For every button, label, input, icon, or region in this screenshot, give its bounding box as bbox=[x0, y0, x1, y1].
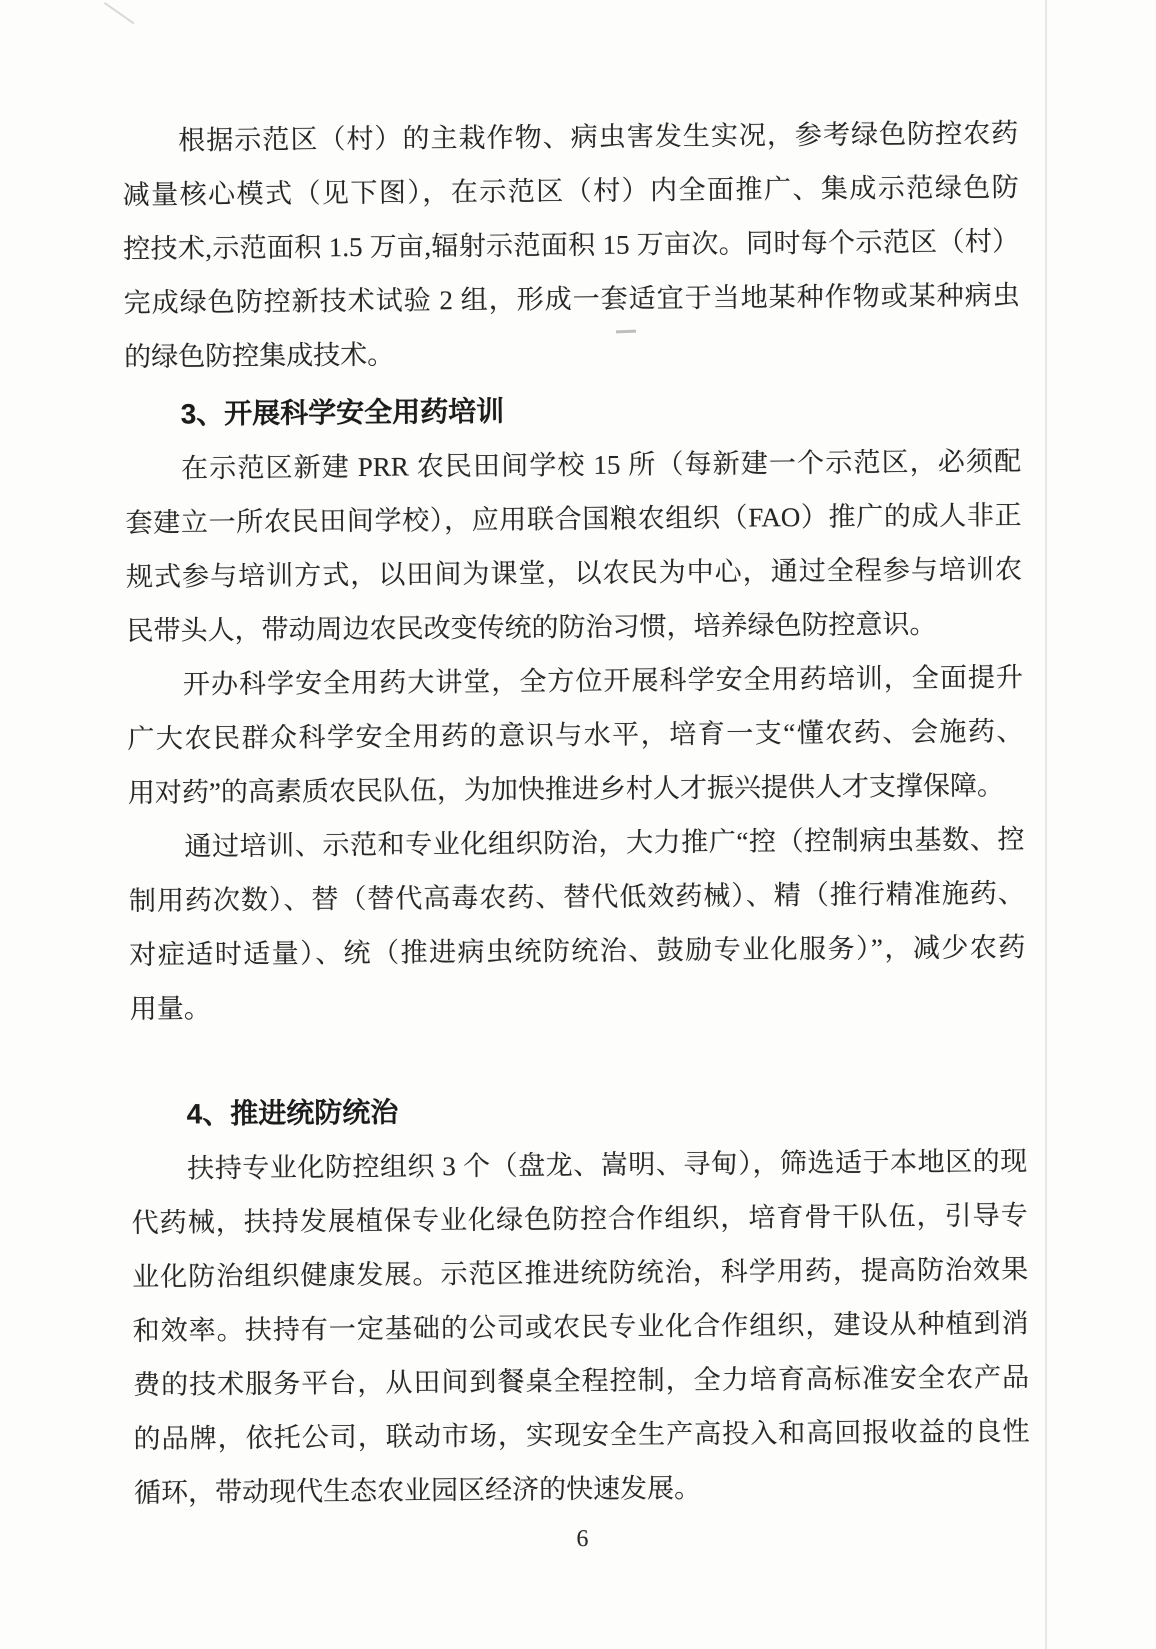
text-line: 用对药”的高素质农民队伍，为加快推进乡村人才振兴提供人才支撑保障。 bbox=[127, 770, 1005, 808]
text-line: 根据示范区（村）的主栽作物、病虫害发生实况，参考绿色防控农药 bbox=[178, 118, 1019, 156]
text-line: 制用药次数）、替（替代高毒农药、替代低效药械）、精（推行精准施药、 bbox=[128, 878, 1025, 916]
text-line: 完成绿色防控新技术试验 2 组，形成一套适宜于当地某种作物或某种病虫 bbox=[123, 280, 1020, 318]
text-line: 和效率。扶持有一定基础的公司或农民专业化合作组织，建设从种植到消 bbox=[132, 1308, 1029, 1346]
page-number: 6 bbox=[576, 1525, 589, 1553]
text-line: 控技术,示范面积 1.5 万亩,辐射示范面积 15 万亩次。同时每个示范区（村） bbox=[123, 226, 1020, 264]
scan-corner-artifact bbox=[104, 2, 135, 24]
text-line: 扶持专业化防控组织 3 个（盘龙、嵩明、寻甸），筛选适于本地区的现 bbox=[187, 1146, 1028, 1184]
paragraph bbox=[131, 1134, 1030, 1520]
text-line: 规式参与培训方式，以田间为课堂，以农民为中心，通过全程参与培训农 bbox=[125, 554, 1023, 592]
paragraph bbox=[127, 650, 1024, 820]
text-line: 用量。 bbox=[129, 993, 211, 1024]
paragraph bbox=[122, 106, 1020, 384]
text-line: 在示范区新建 PRR 农民田间学校 15 所（每新建一个示范区，必须配 bbox=[180, 446, 1022, 484]
section-heading: 3、开展科学安全用药培训 bbox=[180, 395, 505, 430]
text-line: 循环，带动现代生态农业园区经济的快速发展。 bbox=[133, 1473, 702, 1508]
text-line: 代药械，扶持发展植保专业化绿色防控合作组织，培育骨干队伍，引导专 bbox=[131, 1200, 1028, 1238]
text-line: 通过培训、示范和专业化组织防治，大力推广“控（控制病虫基数、控 bbox=[184, 824, 1025, 862]
blocks-container bbox=[122, 106, 1030, 1520]
text-line: 的绿色防控集成技术。 bbox=[123, 339, 395, 372]
text-line: 的品牌，依托公司，联动市场，实现安全生产高投入和高回报收益的良性 bbox=[133, 1416, 1030, 1454]
scanner-streak-line bbox=[1045, 0, 1047, 1649]
text-line: 减量核心模式（见下图），在示范区（村）内全面推广、集成示范绿色防 bbox=[122, 172, 1019, 210]
text-line: 民带头人，带动周边农民改变传统的防治习惯，培养绿色防控意识。 bbox=[126, 608, 937, 646]
text-line: 业化防治组织健康发展。示范区推进统防统治，科学用药，提高防治效果 bbox=[132, 1254, 1029, 1292]
text-line: 对症适时适量）、统（推进病虫统防统治、鼓励专业化服务）”，减少农药 bbox=[129, 932, 1026, 970]
text-line: 费的技术服务平台，从田间到餐桌全程控制，全力培育高标准安全农产品 bbox=[132, 1362, 1030, 1400]
page-body bbox=[122, 106, 1031, 1558]
text-line: 套建立一所农民田间学校），应用联合国粮农组织（FAO）推广的成人非正 bbox=[125, 500, 1022, 538]
text-line: 开办科学安全用药大讲堂，全方位开展科学安全用药培训，全面提升 bbox=[182, 662, 1024, 700]
paragraph bbox=[125, 434, 1023, 658]
section-heading: 4、推进统防统治 bbox=[186, 1096, 399, 1130]
text-line: 广大农民群众科学安全用药的意识与水平，培育一支“懂农药、会施药、 bbox=[127, 716, 1024, 754]
paragraph bbox=[128, 812, 1026, 1036]
